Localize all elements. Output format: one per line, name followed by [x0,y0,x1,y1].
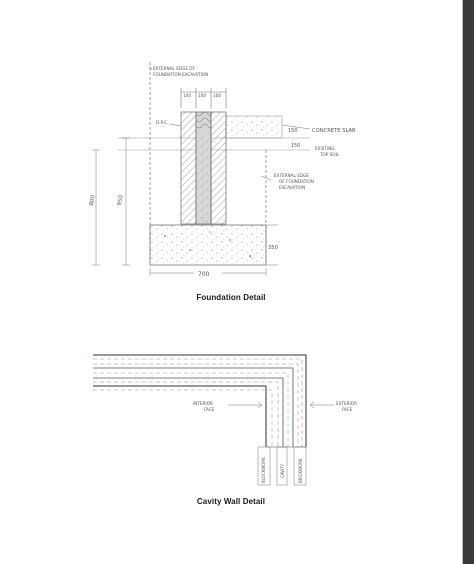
soil-label-1: EXISTING [315,146,335,151]
concrete-slab [226,116,282,138]
excavation-label-top: EXTERNAL EDGE OF [153,66,196,71]
viewer-edge [463,0,474,564]
dim-100-right: 100 [213,93,221,98]
slab-dim: 150 [288,128,298,134]
svg-text:FOUNDATION EXCAVATION: FOUNDATION EXCAVATION [153,72,209,77]
height-800: 800 [88,194,97,207]
foundation-detail-caption: Foundation Detail [196,293,266,302]
footing-width-dim: 700 [198,271,210,278]
dim-100-mid: 100 [198,93,206,98]
interior-face-label-1: INTERIOR [193,401,213,406]
interior-face-label-2: FACE [204,407,215,412]
excavation-label-right-3: EXCAVATION [279,185,306,190]
wall-outer-leaf [181,112,196,224]
dim-100-left: 100 [183,93,191,98]
leaf-brickwork-label: BRICKWORK [298,458,303,483]
slab-label: CONCRETE SLAB [312,128,356,134]
exterior-face-label-1: EXTERIOR [336,401,357,406]
cavity-wall-caption: Cavity Wall Detail [196,497,266,506]
wall-inner-leaf [211,112,226,224]
excavation-label-right-2: OF FOUNDATION [279,179,314,184]
leaf-cavity-label: CAVITY [280,463,285,478]
excavation-label-right-1: EXTERNAL EDGE [274,173,309,178]
height-950: 950 [116,194,125,207]
soil-dim: 150 [291,144,301,149]
cavity-wall-drawing [0,345,462,495]
leaf-blockwork-label: BLOCKWORK [261,457,266,483]
soil-label-2: TOP SOIL [320,152,340,157]
foundation-footing [150,225,266,265]
footing-height-dim: 350 [268,245,278,251]
exterior-face-label-2: FACE [342,407,353,412]
dpc-label: D.P.C. [156,121,169,126]
